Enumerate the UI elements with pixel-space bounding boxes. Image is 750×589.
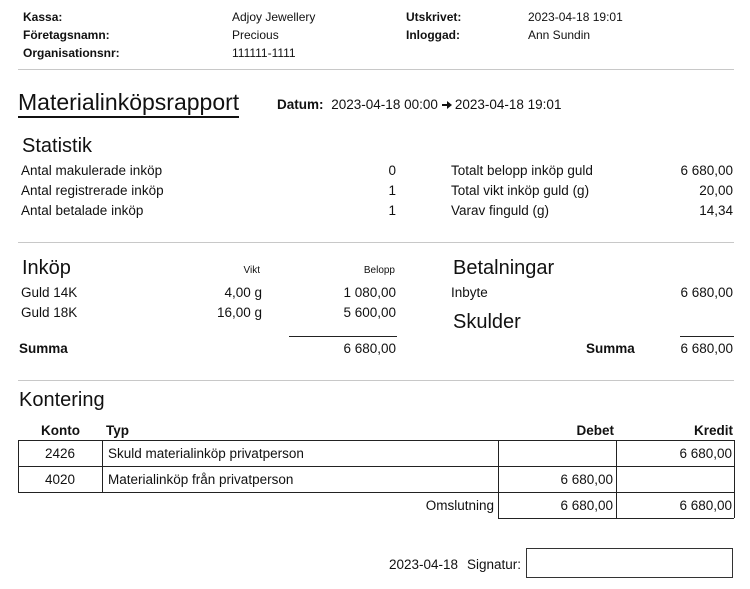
account-credit: 6 680,00: [679, 446, 732, 461]
company-value: Precious: [232, 28, 279, 42]
stat-value: 0: [388, 163, 396, 178]
org-number-label: Organisationsnr:: [23, 46, 120, 60]
table-line: [18, 492, 734, 493]
accounting-title: Kontering: [19, 389, 105, 411]
debts-sum-label: Summa: [586, 341, 635, 356]
payments-title: Betalningar: [453, 257, 555, 279]
stat-value: 1: [388, 203, 396, 218]
debts-sum-value: 6 680,00: [680, 341, 733, 356]
amount-column-header: Belopp: [363, 265, 395, 276]
logged-in-label: Inloggad:: [406, 28, 460, 42]
turnover-credit: 6 680,00: [679, 498, 732, 513]
logged-in-value: Ann Sundin: [528, 28, 591, 42]
purchases-sum-line: [289, 336, 397, 337]
purchases-title: Inköp: [22, 257, 71, 279]
purchase-item-weight: 4,00 g: [224, 285, 262, 300]
purchase-item-name: Guld 18K: [21, 305, 78, 320]
account-type: Materialinköp från privatperson: [108, 472, 294, 487]
stat-label: Varav finguld (g): [451, 203, 550, 218]
table-line: [102, 440, 103, 492]
statistics-title: Statistik: [22, 135, 93, 157]
account-number: 4020: [44, 472, 76, 487]
stat-label: Antal makulerade inköp: [21, 163, 163, 178]
credit-column-header: Kredit: [693, 423, 733, 438]
printed-value: 2023-04-18 19:01: [528, 10, 623, 24]
signature-field[interactable]: [526, 548, 733, 578]
table-line: [498, 518, 734, 519]
stat-label: Totalt belopp inköp guld: [451, 163, 593, 178]
account-type: Skuld materialinköp privatperson: [108, 446, 304, 461]
payment-value: 6 680,00: [680, 285, 733, 300]
table-line: [734, 440, 735, 518]
arrow-right-icon: [442, 101, 452, 109]
purchase-item-name: Guld 14K: [21, 285, 78, 300]
type-column-header: Typ: [106, 423, 129, 438]
purchases-sum-value: 6 680,00: [343, 341, 396, 356]
header-divider: [18, 69, 734, 70]
stat-value: 1: [388, 183, 396, 198]
payment-label: Inbyte: [451, 285, 488, 300]
table-line: [18, 466, 734, 467]
purchase-item-weight: 16,00 g: [216, 305, 262, 320]
report-period: [277, 97, 561, 112]
stat-label: Total vikt inköp guld (g): [451, 183, 590, 198]
report-title: Materialinköpsrapport: [18, 89, 239, 118]
table-line: [616, 440, 617, 518]
org-number-value: 111111-1111: [232, 46, 296, 60]
stat-label: Antal betalade inköp: [21, 203, 144, 218]
date-from: 2023-04-18 00:00: [331, 97, 438, 112]
date-label: Datum:: [277, 97, 324, 112]
purchase-item-amount: 5 600,00: [343, 305, 396, 320]
section-divider: [18, 380, 734, 381]
table-line: [498, 440, 499, 518]
debts-title: Skulder: [453, 311, 521, 333]
debit-column-header: Debet: [576, 423, 614, 438]
purchase-item-amount: 1 080,00: [343, 285, 396, 300]
stat-value: 14,34: [699, 203, 733, 218]
kassa-label: Kassa:: [23, 10, 63, 24]
turnover-label: Omslutning: [425, 498, 494, 513]
account-column-header: Konto: [41, 423, 80, 438]
turnover-debit: 6 680,00: [560, 498, 613, 513]
stat-value: 20,00: [699, 183, 733, 198]
debts-sum-line: [680, 336, 734, 337]
stat-label: Antal registrerade inköp: [21, 183, 164, 198]
stat-value: 6 680,00: [680, 163, 733, 178]
weight-column-header: Vikt: [243, 265, 260, 276]
company-label: Företagsnamn:: [23, 28, 110, 42]
account-number: 2426: [44, 446, 76, 461]
section-divider: [18, 242, 734, 243]
date-to: 2023-04-18 19:01: [454, 97, 562, 112]
signature-label: Signatur:: [467, 557, 522, 572]
table-line: [18, 440, 734, 441]
purchases-sum-label: Summa: [19, 341, 68, 356]
signature-date: 2023-04-18: [389, 557, 459, 572]
printed-label: Utskrivet:: [406, 10, 462, 24]
account-debit: 6 680,00: [560, 472, 613, 487]
kassa-value: Adjoy Jewellery: [232, 10, 316, 24]
